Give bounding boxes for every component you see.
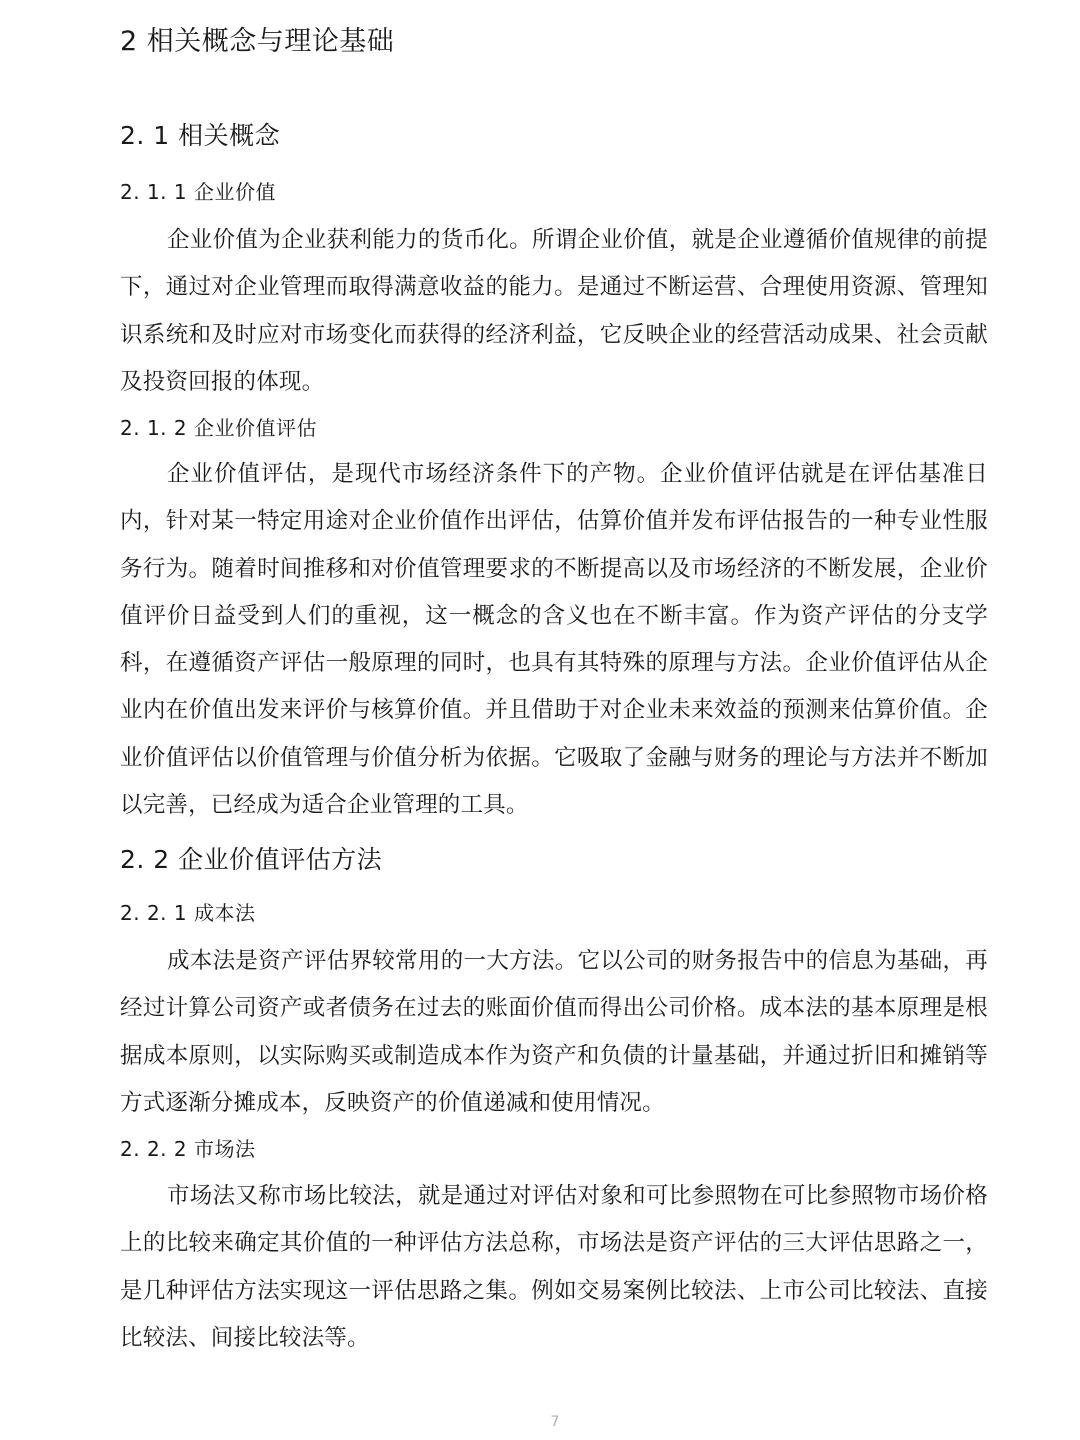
subsection-title-2-2-2: 2. 2. 2 市场法 [120, 1137, 256, 1161]
subsection-title-2-1-1: 2. 1. 1 企业价值 [120, 180, 276, 204]
paragraph-cost-method: 成本法是资产评估界较常用的一大方法。它以公司的财务报告中的信息为基础，再经过计算公司资产或者债务在过去的账面价值而得出公司价格。成本法的基本原理是根据成本原则，以实际购买或制造成本作为资产和负债的计量基础，并通过折旧和摊销等方式逐渐分摊成本，反映资产的价值递减和使用情况。 [120, 948, 988, 1116]
page-number: 7 [550, 1414, 560, 1430]
paragraph-market-method: 市场法又称市场比较法，就是通过对评估对象和可比参照物在可比参照物市场价格上的比较来确定其价值的一种评估方法总称，市场法是资产评估的三大评估思路之一，是几种评估方法实现这一评估思路之集。例如交易案例比较法、上市公司比较法、直接比较法、间接比较法等。 [120, 1183, 988, 1351]
section-title-2-1: 2. 1 相关概念 [120, 121, 281, 150]
paragraph-value-assessment: 企业价值评估，是现代市场经济条件下的产物。企业价值评估就是在评估基准日内，针对某一特定用途对企业价值作出评估，估算价值并发布评估报告的一种专业性服务行为。随着时间推移和对价值管理要求的不断提高以及市场经济的不断发展，企业价值评价日益受到人们的重视，这一概念的含义也在不断丰富。作为资产评估的分支学科，在遵循资产评估一般原理的同时，也具有其特殊的原理与方法。企业价值评估从企业内在价值出发来评价与核算价值。并且借助于对企业未来效益的预测来估算价值。企业价值评估以价值管理与价值分析为依据。它吸取了金融与财务的理论与方法并不断加以完善，已经成为适合企业管理的工具。 [120, 461, 988, 819]
section-title-2-2: 2. 2 企业价值评估方法 [120, 845, 383, 874]
subsection-title-2-2-1: 2. 2. 1 成本法 [120, 901, 256, 925]
subsection-title-2-1-2: 2. 1. 2 企业价值评估 [120, 416, 317, 440]
chapter-title: 2 相关概念与理论基础 [120, 26, 395, 57]
paragraph-enterprise-value: 企业价值为企业获利能力的货币化。所谓企业价值，就是企业遵循价值规律的前提下，通过对企业管理而取得满意收益的能力。是通过不断运营、合理使用资源、管理知识系统和及时应对市场变化而获得的经济利益，它反映企业的经营活动成果、社会贡献及投资回报的体现。 [120, 227, 988, 395]
